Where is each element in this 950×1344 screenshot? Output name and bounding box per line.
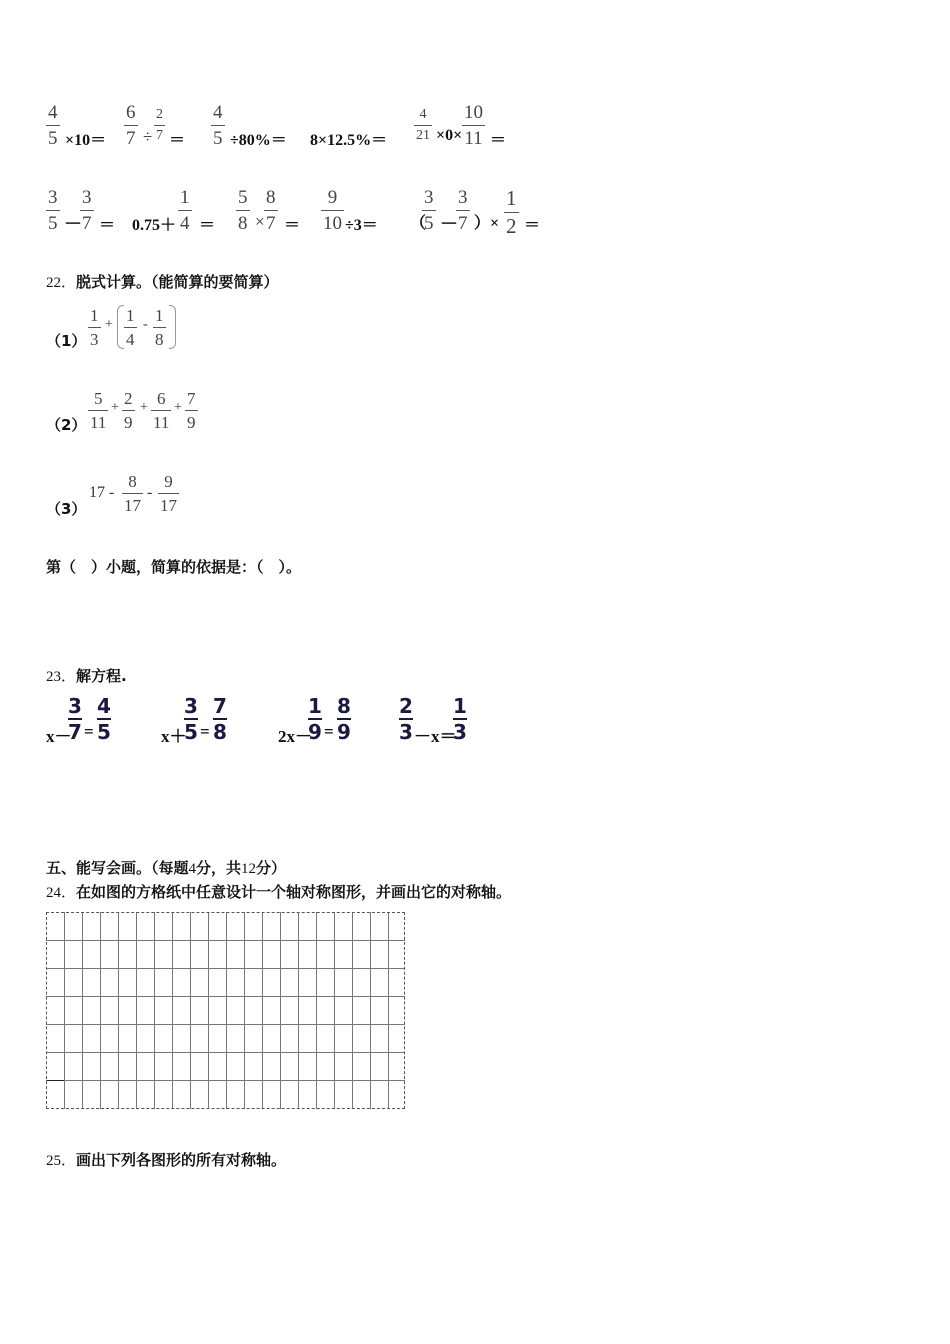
fraction: 9 10 <box>323 187 342 234</box>
operator-text: ÷ <box>143 127 153 146</box>
operator-text: ＝ <box>524 217 541 234</box>
operator-text: ＝ <box>490 132 507 149</box>
operator-text: ÷80%＝ <box>230 132 287 149</box>
operator-text: + <box>140 400 148 415</box>
expression-text: 0.75＋ <box>132 217 177 234</box>
equation-text: 2x－ <box>278 727 312 746</box>
section-title-end: 分） <box>256 859 287 877</box>
fraction: 1 4 <box>180 187 190 234</box>
paren-open: （ <box>410 215 427 232</box>
equation-text: －x＝ <box>414 727 457 746</box>
question-title: 解方程. <box>76 667 127 685</box>
part-label: （2） <box>46 416 87 434</box>
fraction: 1 3 <box>453 694 467 744</box>
fraction: 4 5 <box>97 694 111 744</box>
operator-text: ÷3＝ <box>345 217 378 234</box>
operator-text: － <box>64 214 82 234</box>
operator-text: ＝ <box>199 217 216 234</box>
operator-text: - <box>143 317 148 332</box>
fraction: 2 9 <box>124 389 133 432</box>
operator-text: ）× <box>474 215 500 232</box>
fraction: 1 9 <box>308 694 322 744</box>
operator-text: ＝ <box>169 132 186 149</box>
fraction: 6 7 <box>126 102 136 149</box>
operator-text: × <box>255 212 265 231</box>
equation-text: = <box>200 722 210 741</box>
fraction: 3 7 <box>82 187 92 234</box>
question-title: 脱式计算。（能简算的要简算） <box>76 273 279 291</box>
fraction: 10 11 <box>464 102 483 149</box>
grid-paper[interactable] <box>46 912 405 1109</box>
fraction: 8 7 <box>266 187 276 234</box>
operator-text: ＝ <box>99 217 116 234</box>
operator-text: + <box>111 400 119 415</box>
question-number: 22． <box>46 275 77 291</box>
fraction: 2 3 <box>399 694 413 744</box>
question-number: 23． <box>46 669 77 685</box>
fraction: 8 9 <box>337 694 351 744</box>
operator-text: － <box>440 214 458 234</box>
fraction: 3 5 <box>48 187 58 234</box>
operator-text: - <box>147 484 153 501</box>
fraction: 7 9 <box>187 389 196 432</box>
fraction: 4 21 <box>416 107 430 143</box>
expression-text: 8×12.5%＝ <box>310 132 388 149</box>
question-24-heading <box>46 881 511 902</box>
section-heading <box>46 857 286 878</box>
paren-open <box>117 305 124 349</box>
question-25-heading <box>46 1149 286 1170</box>
fraction: 4 5 <box>48 102 58 149</box>
fraction: 5 8 <box>238 187 248 234</box>
fraction: 7 8 <box>213 694 227 744</box>
fraction: 1 3 <box>90 306 99 349</box>
part-label: （3） <box>46 500 87 518</box>
grid-mark <box>47 1080 64 1081</box>
fraction: 3 7 <box>458 187 468 234</box>
operator-text: + <box>105 317 113 332</box>
equation-text: = <box>84 722 94 741</box>
section-title: 五、能写会画。（每题 <box>46 859 189 877</box>
fraction: 5 11 <box>90 389 107 432</box>
fraction: 4 5 <box>213 102 223 149</box>
points-value: 4 <box>188 861 197 877</box>
fraction: 1 4 <box>126 306 135 349</box>
paren-close <box>169 305 176 349</box>
question-number: 24． <box>46 885 77 901</box>
fraction: 1 8 <box>155 306 164 349</box>
question-title: 画出下列各图形的所有对称轴。 <box>76 1151 287 1169</box>
operator-text: ×10＝ <box>65 132 107 149</box>
operator-text: ＝ <box>284 217 301 234</box>
question-title: 在如图的方格纸中任意设计一个轴对称图形，并画出它的对称轴。 <box>76 883 512 901</box>
fraction: 1 2 <box>506 186 517 238</box>
part-label: （1） <box>46 332 87 350</box>
operator-text: ×0× <box>436 127 463 144</box>
fraction: 3 7 <box>68 694 82 744</box>
section-title-mid: 分，共 <box>196 859 242 877</box>
fraction: 6 11 <box>153 389 170 432</box>
equation-text: x－ <box>46 727 72 746</box>
fraction: 2 7 <box>156 107 163 143</box>
equation-text: x＋ <box>161 727 187 746</box>
question-23-heading <box>46 665 127 686</box>
expression-text: 17 - <box>89 484 115 501</box>
fraction: 9 17 <box>160 472 177 515</box>
fraction: 3 5 <box>184 694 198 744</box>
question-22-heading <box>46 271 279 292</box>
simplify-note: 第（ ）小题，简算的依据是：（ ）。 <box>46 558 302 576</box>
operator-text: + <box>174 400 182 415</box>
fraction: 8 17 <box>124 472 141 515</box>
total-points: 12 <box>241 861 257 877</box>
fraction: 3 5 <box>424 187 434 234</box>
question-number: 25． <box>46 1153 77 1169</box>
equation-text: = <box>324 722 334 741</box>
